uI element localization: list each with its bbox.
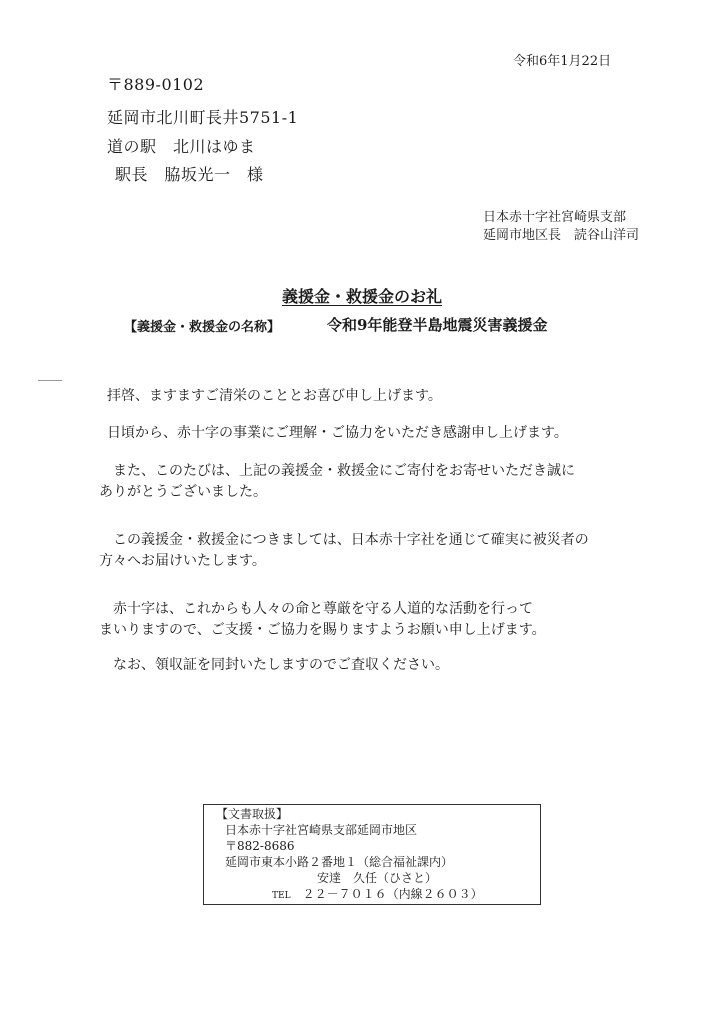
activity-line-1: 赤十字は、これからも人々の命と尊厳を守る人道的な活動を行って	[99, 601, 533, 617]
contact-header: 【文書取扱】	[216, 807, 289, 821]
contact-organization: 日本赤十字社宮崎県支部延岡市地区	[225, 823, 418, 837]
greeting-paragraph: 拝啓、ますますご清栄のこととお喜び申し上げます。	[107, 388, 442, 404]
recipient-facility: 道の駅 北川はゆま	[107, 137, 256, 156]
sender-title-name: 延岡市地区長 読谷山洋司	[483, 228, 640, 243]
phone-label: TEL	[272, 891, 291, 901]
activity-line-2: まいりますので、ご支援・ご協力を賜りますようお願い申し上げます。	[99, 622, 546, 638]
donation-paragraph	[99, 461, 575, 503]
contact-phone	[216, 886, 540, 904]
fold-mark	[38, 380, 62, 381]
contact-box	[203, 804, 541, 905]
delivery-line-2: 方々へお届けいたします。	[99, 553, 266, 569]
receipt-paragraph: なお、領収証を同封いたしますのでご査収ください。	[99, 657, 449, 673]
contact-address: 延岡市東本小路２番地１（総合福祉課内）	[225, 855, 454, 869]
activity-paragraph	[99, 599, 546, 641]
recipient-address: 延岡市北川町長井5751-1	[107, 108, 299, 127]
sender-organization: 日本赤十字社宮崎県支部	[483, 210, 627, 225]
phone-number: ２２－７０１６（内線２６０３）	[302, 887, 483, 901]
delivery-paragraph	[99, 530, 589, 572]
letter-title-text: 義援金・救援金のお礼	[281, 287, 442, 306]
thanks-paragraph: 日頃から、赤十字の事業にご理解・ご協力をいただき感謝申し上げます。	[107, 425, 568, 441]
delivery-line-1: この義援金・救援金につきましては、日本赤十字社を通じて確実に被災者の	[99, 532, 589, 548]
letter-title	[0, 284, 724, 307]
contact-postal-code: 〒882-8686	[225, 839, 295, 853]
fund-label: 【義援金・救援金の名称】	[124, 320, 281, 335]
recipient-name: 駅長 脇坂光一 様	[115, 165, 264, 184]
donation-line-2: ありがとうございました。	[99, 484, 267, 500]
recipient-postal-code: 〒889-0102	[107, 75, 205, 94]
letter-date: 令和6年1月22日	[513, 54, 612, 69]
contact-person: 安達 久任（ひさと）	[317, 871, 438, 885]
donation-line-1: また、このたびは、上記の義援金・救援金にご寄付をお寄せいただき誠に	[99, 463, 575, 479]
fund-name: 令和9年能登半島地震災害義援金	[327, 316, 548, 334]
